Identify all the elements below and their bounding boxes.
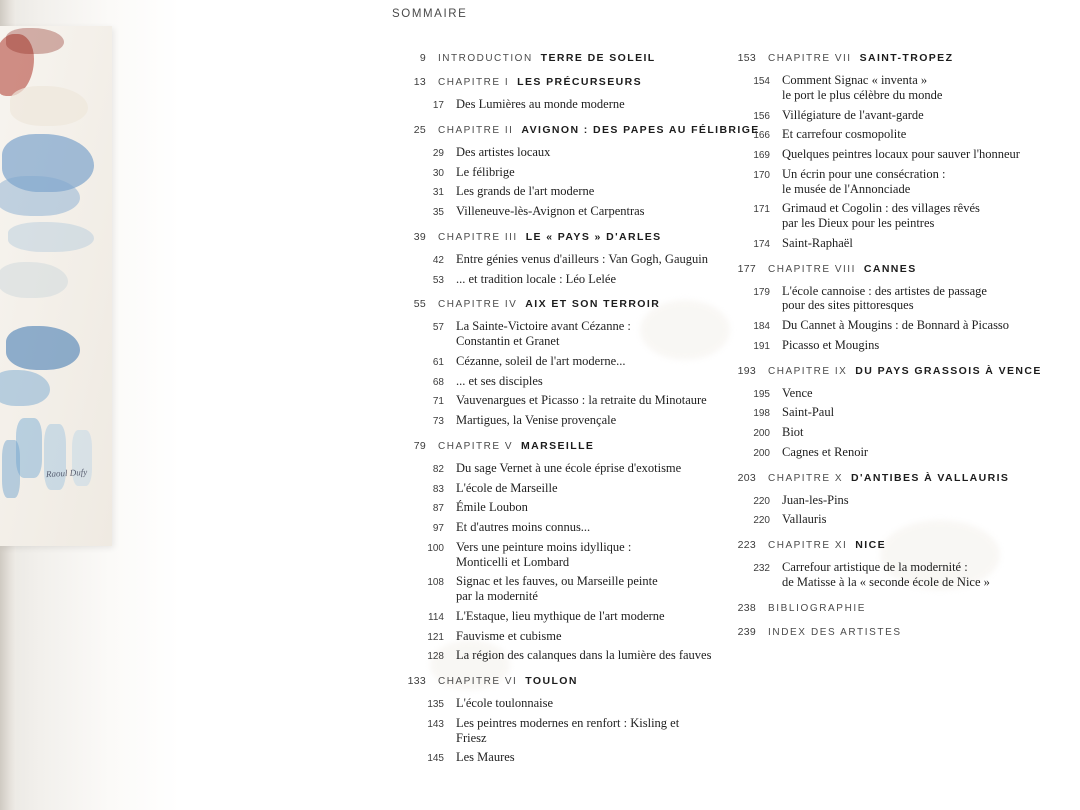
toc-chapter-page: 133 xyxy=(407,675,426,687)
toc-entry-page: 82 xyxy=(432,463,444,475)
toc-chapter-heading[interactable] xyxy=(392,52,712,64)
toc-chapter-number: INTRODUCTION xyxy=(438,53,533,64)
toc-chapter xyxy=(392,123,760,219)
toc-entry[interactable] xyxy=(392,374,712,389)
toc-entry-label: Les Maures xyxy=(456,750,515,765)
toc-entry-label: Comment Signac « inventa » le port le plus célèbre du monde xyxy=(782,73,943,102)
toc-entry-page: 97 xyxy=(432,523,444,534)
toc-entry-page: 31 xyxy=(432,187,444,199)
toc-chapter-number: CHAPITRE XI xyxy=(768,540,848,551)
toc-entry[interactable] xyxy=(392,165,712,180)
table-of-contents xyxy=(0,52,1080,810)
toc-chapter-number: CHAPITRE I xyxy=(438,77,510,88)
toc-chapter-number: CHAPITRE VII xyxy=(768,53,852,64)
toc-chapter-page: 193 xyxy=(737,364,756,377)
toc-entry-page: 114 xyxy=(428,611,444,623)
toc-chapter-heading[interactable] xyxy=(722,472,1052,484)
toc-chapter-page: 79 xyxy=(413,439,426,452)
toc-entry-label: Villeneuve-lès-Avignon et Carpentras xyxy=(456,204,645,218)
toc-entry-page: 135 xyxy=(427,699,444,710)
toc-entry-label: Vauvenargues et Picasso : la retraite du Minotaure xyxy=(456,393,707,408)
toc-entry[interactable] xyxy=(392,354,712,369)
toc-entry-label: Picasso et Mougins xyxy=(782,337,880,352)
toc-entry-label: Signac et les fauves, ou Marseille peinte par la modernité xyxy=(456,574,658,603)
toc-chapter-title: LES PRÉCURSEURS xyxy=(517,76,642,88)
toc-chapter-number: CHAPITRE VI xyxy=(438,676,518,687)
toc-chapter-heading[interactable] xyxy=(722,626,1052,638)
toc-chapter-title: CANNES xyxy=(863,262,917,275)
toc-chapter xyxy=(722,602,1052,614)
toc-chapter xyxy=(722,626,1052,638)
toc-entry-label: Du Cannet à Mougins : de Bonnard à Picasso xyxy=(782,318,1010,332)
toc-entry[interactable] xyxy=(392,97,712,112)
toc-chapter-heading[interactable] xyxy=(392,123,760,136)
toc-chapter xyxy=(722,52,1052,251)
toc-chapter-title: SAINT-TROPEZ xyxy=(859,52,954,64)
toc-entry-label: Grimaud et Cogolin : des villages rêvés par les Dieux pour les peintres xyxy=(782,201,980,230)
toc-chapter-number: CHAPITRE III xyxy=(438,231,518,243)
toc-entry-label: Villégiature de l'avant-garde xyxy=(782,107,924,122)
toc-chapter-heading[interactable] xyxy=(392,76,712,88)
toc-chapter-heading[interactable] xyxy=(722,539,1052,551)
toc-entry-page: 171 xyxy=(753,204,770,216)
toc-entry-label: Des Lumières au monde moderne xyxy=(456,97,625,111)
toc-entry-page: 121 xyxy=(427,631,444,643)
toc-chapter xyxy=(722,365,1052,460)
toc-entry[interactable] xyxy=(392,252,712,267)
toc-chapter-heading[interactable] xyxy=(392,298,712,310)
toc-chapter xyxy=(392,440,712,663)
toc-entry-page: 200 xyxy=(753,447,770,459)
toc-entry-page: 35 xyxy=(432,207,444,218)
toc-entry-label: Martigues, la Venise provençale xyxy=(456,413,617,427)
toc-entry-label: Le félibrige xyxy=(456,164,515,179)
toc-entry-label: Vence xyxy=(782,385,813,400)
toc-entry[interactable] xyxy=(392,393,712,408)
toc-entry-label: L'école toulonnaise xyxy=(456,696,554,710)
toc-entry-label: L'école cannoise : des artistes de passage pour des sites pittoresques xyxy=(782,283,987,313)
toc-entry[interactable] xyxy=(392,461,712,476)
toc-chapter xyxy=(722,263,1052,353)
toc-chapter-number: CHAPITRE VIII xyxy=(768,263,856,275)
toc-chapter-heading[interactable] xyxy=(392,231,712,243)
toc-entry[interactable] xyxy=(392,648,712,663)
toc-entry[interactable] xyxy=(392,716,712,746)
toc-entry[interactable] xyxy=(722,73,1052,103)
toc-entry[interactable] xyxy=(722,386,1052,401)
toc-entry-label: L'Estaque, lieu mythique de l'art moderne xyxy=(456,608,665,623)
toc-chapter-title: AIX ET SON TERROIR xyxy=(525,298,661,311)
toc-chapter-page: 9 xyxy=(419,52,426,64)
toc-entry[interactable] xyxy=(722,445,1052,460)
toc-chapter-heading[interactable] xyxy=(392,675,712,687)
toc-chapter xyxy=(392,231,712,287)
toc-entry[interactable] xyxy=(722,318,1052,333)
toc-chapter-title: MARSEILLE xyxy=(521,439,595,452)
toc-chapter-page: 239 xyxy=(737,625,756,638)
toc-entry-label: ... et tradition locale : Léo Lelée xyxy=(456,271,616,286)
toc-entry-label: Saint-Paul xyxy=(782,405,835,420)
toc-entry[interactable] xyxy=(722,284,1052,314)
toc-entry[interactable] xyxy=(392,750,712,765)
toc-chapter-heading[interactable] xyxy=(722,365,1052,377)
toc-entry-label: Du sage Vernet à une école éprise d'exotisme xyxy=(456,460,682,475)
toc-entry-page: 179 xyxy=(753,286,770,298)
toc-entry-page: 17 xyxy=(432,100,444,111)
toc-entry-label: Des artistes locaux xyxy=(456,144,551,159)
toc-entry[interactable] xyxy=(722,405,1052,420)
toc-entry-label: Carrefour artistique de la modernité : de Matisse à la « seconde école de Nice » xyxy=(782,560,990,589)
toc-entry-label: Vallauris xyxy=(782,512,827,527)
toc-chapter-number: CHAPITRE IX xyxy=(768,365,848,377)
toc-chapter-heading[interactable] xyxy=(392,440,712,452)
toc-entry-page: 191 xyxy=(753,340,770,352)
toc-entry[interactable] xyxy=(722,338,1052,353)
toc-entry-label: Et carrefour cosmopolite xyxy=(782,127,907,142)
toc-entry-label: Et d'autres moins connus... xyxy=(456,520,591,534)
toc-entry-label: L'école de Marseille xyxy=(456,480,558,495)
toc-entry-label: Les peintres modernes en renfort : Kisling et Friesz xyxy=(456,715,680,745)
toc-chapter-title: D'ANTIBES À VALLAURIS xyxy=(851,471,1010,484)
toc-entry[interactable] xyxy=(392,204,712,219)
toc-chapter xyxy=(392,76,712,112)
toc-chapter xyxy=(392,52,712,64)
toc-entry[interactable] xyxy=(392,520,712,535)
toc-entry[interactable] xyxy=(392,540,712,570)
toc-entry[interactable] xyxy=(392,696,712,711)
toc-chapter-title: TOULON xyxy=(525,675,578,687)
toc-entry-page: 198 xyxy=(753,408,770,420)
toc-entry[interactable] xyxy=(392,145,712,160)
toc-chapter-number: CHAPITRE V xyxy=(438,440,514,452)
toc-entry[interactable] xyxy=(392,574,712,604)
toc-chapter xyxy=(392,298,712,428)
toc-entry[interactable] xyxy=(722,560,1052,590)
toc-chapter-page: 223 xyxy=(737,539,756,551)
toc-entry[interactable] xyxy=(392,319,712,349)
toc-entry-page: 220 xyxy=(753,495,770,507)
toc-chapter-heading[interactable] xyxy=(722,263,1052,275)
toc-chapter-page: 153 xyxy=(737,52,756,64)
artwork-signature: Raoul Dufy xyxy=(45,466,88,480)
toc-entry-label: Cézanne, soleil de l'art moderne... xyxy=(456,353,626,368)
toc-entry-label: La région des calanques dans la lumière des fauves xyxy=(456,648,712,663)
toc-entry-page: 29 xyxy=(432,147,444,159)
toc-entry-page: 30 xyxy=(432,167,444,179)
toc-chapter xyxy=(722,472,1052,528)
toc-entry-label: Entre génies venus d'ailleurs : Van Gogh, Gauguin xyxy=(456,251,708,266)
toc-entry[interactable] xyxy=(722,108,1052,123)
page-title: SOMMAIRE xyxy=(392,8,468,20)
toc-entry[interactable] xyxy=(722,425,1052,440)
toc-entry-label: La Sainte-Victoire avant Cézanne : Constantin et Granet xyxy=(456,319,631,348)
toc-entry-page: 100 xyxy=(427,542,444,554)
toc-entry[interactable] xyxy=(722,147,1052,162)
toc-entry-label: Émile Loubon xyxy=(456,500,528,515)
toc-entry-label: Biot xyxy=(782,425,804,439)
toc-chapter-page: 177 xyxy=(737,262,756,275)
toc-entry-page: 145 xyxy=(427,753,444,765)
toc-entry-label: ... et ses disciples xyxy=(456,373,543,388)
toc-column-right xyxy=(722,52,1052,650)
toc-entry[interactable] xyxy=(722,236,1052,251)
toc-entry[interactable] xyxy=(392,481,712,496)
toc-entry[interactable] xyxy=(722,201,1052,231)
toc-chapter-page: 13 xyxy=(413,76,426,88)
toc-entry-label: Fauvisme et cubisme xyxy=(456,628,562,643)
toc-chapter-number: INDEX DES ARTISTES xyxy=(768,626,902,638)
toc-chapter-page: 55 xyxy=(413,298,426,311)
toc-entry[interactable] xyxy=(392,609,712,624)
toc-entry-page: 61 xyxy=(432,356,444,368)
toc-chapter-page: 203 xyxy=(737,471,756,484)
toc-chapter-title: DU PAYS GRASSOIS À VENCE xyxy=(855,364,1042,377)
toc-entry-page: 68 xyxy=(432,376,444,388)
toc-entry-label: Les grands de l'art moderne xyxy=(456,184,595,199)
toc-entry[interactable] xyxy=(722,127,1052,142)
toc-entry-page: 143 xyxy=(427,718,444,730)
toc-entry-page: 53 xyxy=(432,274,444,286)
toc-chapter-number: CHAPITRE X xyxy=(768,472,844,484)
toc-chapter-title: NICE xyxy=(855,539,886,551)
toc-entry-page: 83 xyxy=(432,483,444,495)
toc-entry-page: 57 xyxy=(432,322,444,334)
toc-entry-page: 184 xyxy=(753,321,770,332)
toc-entry[interactable] xyxy=(392,629,712,644)
toc-entry-page: 195 xyxy=(753,388,770,400)
toc-entry-page: 71 xyxy=(432,396,444,408)
toc-entry-page: 154 xyxy=(753,76,770,87)
toc-chapter-number: BIBLIOGRAPHIE xyxy=(768,602,867,614)
toc-entry-label: Vers une peinture moins idyllique : Monticelli et Lombard xyxy=(456,539,632,569)
toc-entry[interactable] xyxy=(392,413,712,428)
toc-chapter-title: AVIGNON : DES PAPES AU FÉLIBRIGE xyxy=(521,123,760,136)
toc-chapter-page: 39 xyxy=(413,230,426,243)
toc-entry[interactable] xyxy=(392,500,712,515)
toc-entry-page: 156 xyxy=(753,110,770,122)
toc-entry-page: 128 xyxy=(427,651,444,663)
toc-chapter-number: CHAPITRE IV xyxy=(438,299,518,311)
toc-entry-page: 232 xyxy=(753,563,770,574)
toc-entry[interactable] xyxy=(392,184,712,199)
toc-chapter xyxy=(392,675,712,765)
toc-entry[interactable] xyxy=(722,493,1052,508)
toc-entry-page: 166 xyxy=(753,130,770,142)
toc-entry-label: Saint-Raphaël xyxy=(782,235,853,250)
toc-entry-page: 169 xyxy=(753,150,770,161)
toc-chapter-page: 238 xyxy=(737,601,756,614)
toc-entry-page: 87 xyxy=(432,503,444,515)
toc-entry-page: 170 xyxy=(753,169,770,181)
toc-entry-page: 200 xyxy=(753,428,770,439)
toc-entry[interactable] xyxy=(722,512,1052,527)
toc-entry-label: Quelques peintres locaux pour sauver l'honneur xyxy=(782,147,1020,161)
toc-chapter-heading[interactable] xyxy=(722,52,1052,64)
toc-chapter-heading[interactable] xyxy=(722,602,1052,614)
toc-chapter xyxy=(722,539,1052,590)
toc-entry-page: 73 xyxy=(432,416,444,427)
toc-entry[interactable] xyxy=(722,167,1052,197)
toc-entry-label: Cagnes et Renoir xyxy=(782,444,869,459)
toc-entry-page: 42 xyxy=(432,254,444,266)
toc-entry-label: Un écrin pour une consécration : le musée de l'Annonciade xyxy=(782,166,946,196)
toc-entry-page: 174 xyxy=(753,238,770,250)
toc-entry-page: 108 xyxy=(427,577,444,589)
toc-chapter-title: LE « PAYS » D'ARLES xyxy=(525,230,662,243)
toc-chapter-title: TERRE DE SOLEIL xyxy=(540,52,656,64)
toc-chapter-page: 25 xyxy=(413,123,426,136)
toc-entry-page: 220 xyxy=(753,515,770,527)
toc-entry[interactable] xyxy=(392,272,712,287)
toc-chapter-number: CHAPITRE II xyxy=(438,124,514,136)
toc-entry-label: Juan-les-Pins xyxy=(782,492,849,507)
